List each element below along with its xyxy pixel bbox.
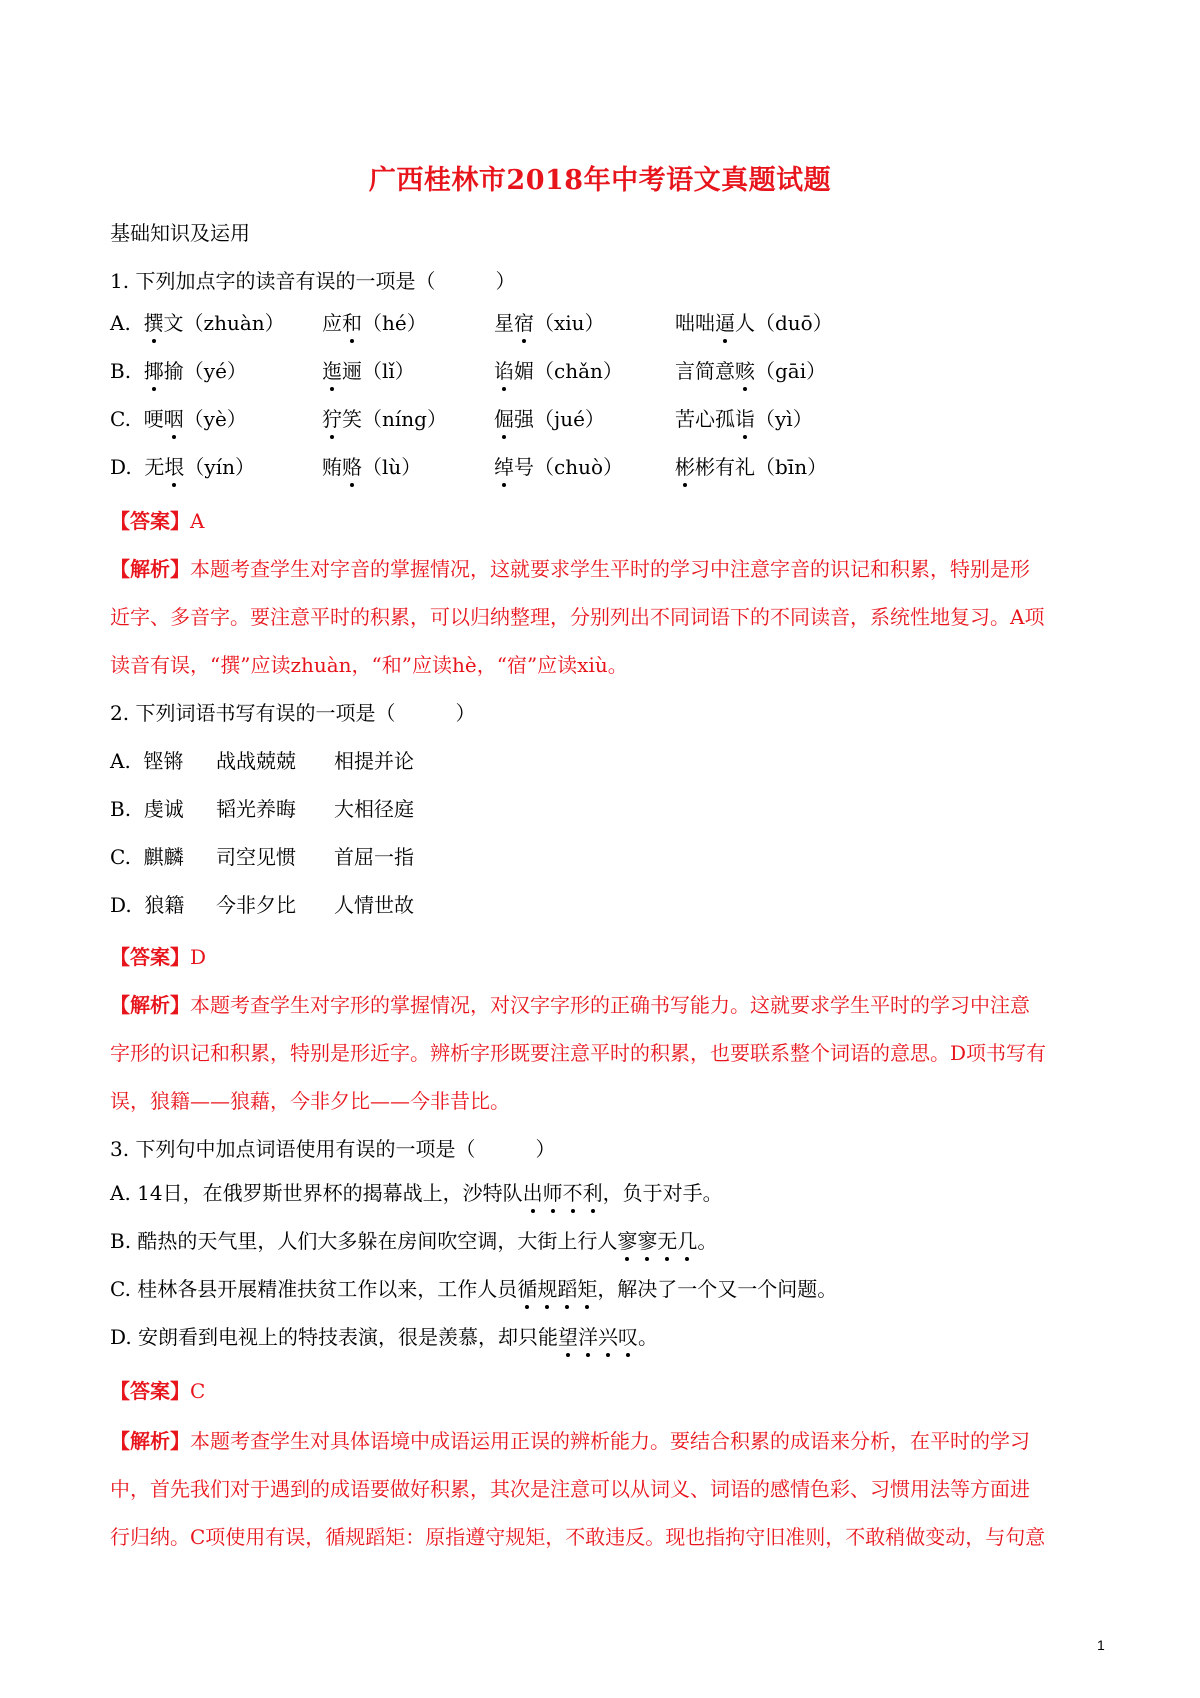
q1-option-b-cell4: 言简意赅（gāi） [675,359,827,383]
q1-analysis-line-2: 近字、多音字。要注意平时的积累，可以归纳整理，分别列出不同词语下的不同读音，系统性地复习。A项 [110,605,1045,629]
q2-option-a-word2: 战战兢兢 [216,749,296,773]
q2-option-c-word2: 司空见惯 [216,845,296,869]
q3-answer: 【答案】C [110,1379,206,1403]
q3-analysis-line-1: 【解析】本题考查学生对具体语境中成语运用正误的辨析能力。要结合积累的成语来分析，在平时的学习 [110,1429,1030,1453]
q3-stem: 3. 下列句中加点词语使用有误的一项是（ ） [110,1137,556,1161]
q1-option-d-cell4: 彬彬有礼（bīn） [675,455,828,479]
q1-option-a-cell3: 星宿（xiu） [494,311,605,335]
page-title: 广西桂林市2018年中考语文真题试题 [368,165,832,196]
q2-option-c-word3: 首屈一指 [334,845,414,869]
q2-analysis-line-2: 字形的识记和积累，特别是形近字。辨析字形既要注意平时的积累，也要联系整个词语的意思。D项书写有 [110,1041,1047,1065]
q1-option-c-cell1: C. 哽咽（yè） [110,407,247,431]
q2-option-b-word1: B. 虔诚 [110,797,184,821]
q1-analysis-line-1: 【解析】本题考查学生对字音的掌握情况，这就要求学生平时的学习中注意字音的识记和积累，特别是形 [110,557,1030,581]
q1-option-b-cell3: 谄媚（chǎn） [494,359,623,383]
q1-option-c-cell3: 倔强（jué） [494,407,605,431]
q1-analysis-line-3: 读音有误，“撰”应读zhuàn，“和”应读hè，“宿”应读xiù。 [110,653,628,677]
section-heading: 基础知识及运用 [110,221,250,245]
q2-option-a-word3: 相提并论 [334,749,414,773]
q2-option-b-word2: 韬光养晦 [216,797,296,821]
q1-stem: 1. 下列加点字的读音有误的一项是（ ） [110,269,516,293]
q2-option-c-word1: C. 麒麟 [110,845,184,869]
q1-option-d-cell3: 绰号（chuò） [494,455,624,479]
q1-option-c-cell2: 狞笑（níng） [322,407,447,431]
q1-answer: 【答案】A [110,509,205,533]
q2-option-d-word1: D. 狼籍 [110,893,185,917]
q1-option-a-cell4: 咄咄逼人（duō） [675,311,833,335]
q2-option-d-word3: 人情世故 [334,893,414,917]
q3-analysis-line-3: 行归纳。C项使用有误，循规蹈矩：原指遵守规矩，不敢违反。现也指拘守旧准则，不敢稍做变动，与句意 [110,1525,1046,1549]
q2-analysis-line-1: 【解析】本题考查学生对字形的掌握情况，对汉字字形的正确书写能力。这就要求学生平时的学习中注意 [110,993,1030,1017]
q1-option-d-cell1: D. 无垠（yín） [110,455,255,479]
q2-option-d-word2: 今非夕比 [216,893,296,917]
q3-analysis-line-2: 中，首先我们对于遇到的成语要做好积累，其次是注意可以从词义、词语的感情色彩、习惯用法等方面进 [110,1477,1030,1501]
page-number: 1 [1097,1637,1105,1653]
q1-option-a-cell2: 应和（hé） [322,311,427,335]
q2-option-a-word1: A. 铿锵 [110,749,184,773]
q1-option-c-cell4: 苦心孤诣（yì） [675,407,813,431]
q3-option-d: D. 安朗看到电视上的特技表演，很是羡慕，却只能望洋兴叹。 [110,1325,659,1349]
q2-stem: 2. 下列词语书写有误的一项是（ ） [110,701,476,725]
q3-option-c: C. 桂林各县开展精准扶贫工作以来，工作人员循规蹈矩，解决了一个又一个问题。 [110,1277,838,1301]
q2-answer: 【答案】D [110,945,207,969]
q1-option-b-cell1: B. 揶揄（yé） [110,359,247,383]
q3-option-a: A. 14日，在俄罗斯世界杯的揭幕战上，沙特队出师不利，负于对手。 [110,1181,723,1205]
q3-option-b: B. 酷热的天气里，人们大多躲在房间吹空调，大街上行人寥寥无几。 [110,1229,718,1253]
q1-option-a-cell1: A. 撰文（zhuàn） [110,311,285,335]
q2-option-b-word3: 大相径庭 [334,797,414,821]
q2-analysis-line-3: 误，狼籍——狼藉，今非夕比——今非昔比。 [110,1089,510,1113]
q1-option-b-cell2: 迤逦（lǐ） [322,359,415,383]
q1-option-d-cell2: 贿赂（lù） [322,455,422,479]
